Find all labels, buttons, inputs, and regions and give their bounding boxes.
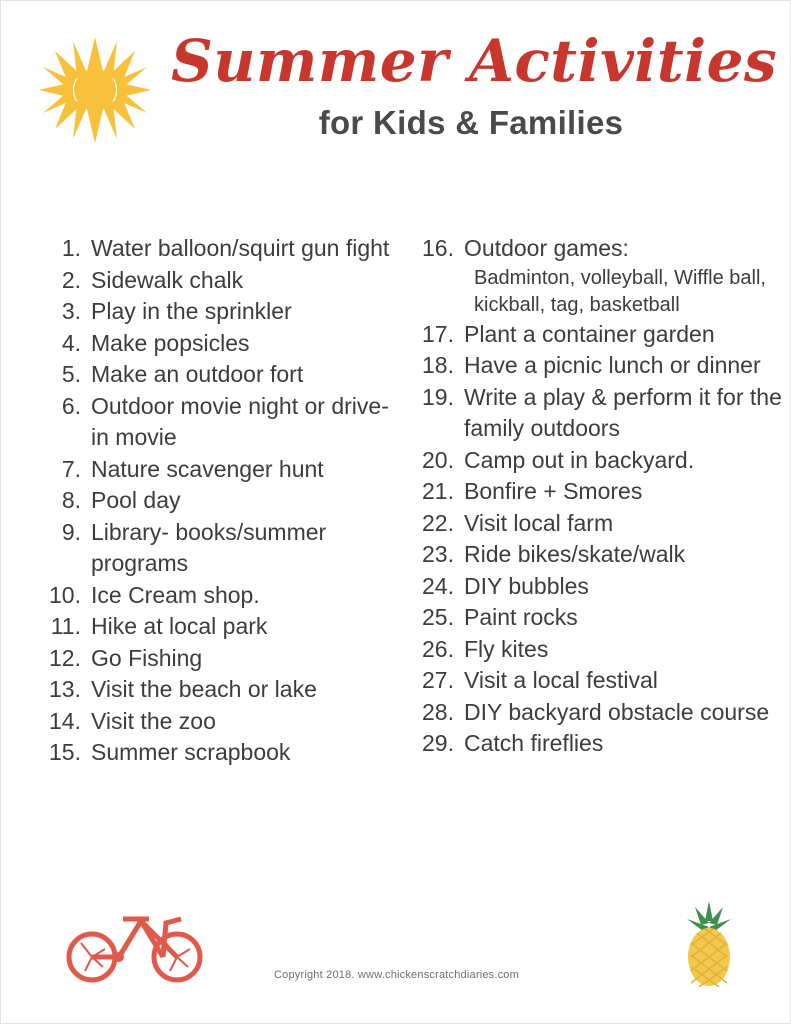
- list-item-text: Play in the sprinkler: [91, 298, 292, 324]
- list-item: [412, 382, 791, 445]
- list-item: [39, 485, 396, 517]
- list-item: [412, 665, 791, 697]
- page-header: [1, 19, 791, 189]
- list-item-number: 2.: [61, 266, 81, 293]
- list-item-text: Make popsicles: [91, 329, 250, 356]
- list-item-text: Hike at local park: [91, 613, 268, 639]
- sun-icon: [25, 35, 165, 145]
- activity-list-left: [39, 233, 396, 769]
- list-item: [412, 233, 791, 319]
- list-item: [39, 265, 396, 297]
- list-item: [39, 296, 396, 328]
- activity-list-right: [412, 233, 791, 760]
- list-item-text: Write a play & perform it for the family outdoors: [464, 383, 782, 441]
- list-item-text: Visit the beach or lake: [91, 676, 317, 702]
- list-item-text: Plant a container garden: [464, 320, 715, 347]
- list-item: [412, 350, 791, 382]
- list-item-text: Fly kites: [464, 635, 549, 662]
- list-item-number: 3.: [61, 298, 81, 324]
- list-item-number: 26.: [422, 635, 454, 662]
- list-item: [412, 697, 791, 729]
- list-item-number: 17.: [422, 320, 454, 347]
- activities-column-left: [1, 233, 396, 769]
- list-item-text: Paint rocks: [464, 604, 578, 630]
- list-item-number: 18.: [422, 352, 454, 378]
- list-item: [412, 539, 791, 571]
- activities-column-right: [396, 233, 791, 769]
- list-item-number: 23.: [422, 541, 454, 567]
- list-item-number: 13.: [49, 676, 81, 702]
- list-item: [39, 674, 396, 706]
- list-item-number: 12.: [49, 644, 81, 671]
- list-item-text: Ice Cream shop.: [91, 581, 260, 608]
- list-item: [39, 706, 396, 738]
- list-item: [412, 445, 791, 477]
- list-item-number: 24.: [422, 572, 454, 599]
- list-item-text: Outdoor movie night or drive-in movie: [91, 392, 389, 450]
- list-item-text: Visit the zoo: [91, 707, 216, 734]
- list-item: [412, 571, 791, 603]
- list-item: [412, 476, 791, 508]
- list-item-text: Make an outdoor fort: [91, 361, 304, 387]
- list-item-text: Have a picnic lunch or dinner: [464, 352, 761, 378]
- list-item-number: 21.: [422, 478, 454, 504]
- list-item-text: Visit local farm: [464, 509, 614, 536]
- list-item-text: Bonfire + Smores: [464, 478, 643, 504]
- list-item: [39, 643, 396, 675]
- list-item: [39, 737, 396, 769]
- page-title: Summer Activities: [171, 27, 778, 95]
- list-item-text: Go Fishing: [91, 644, 203, 671]
- list-item-number: 9.: [61, 518, 81, 545]
- list-item: [39, 454, 396, 486]
- list-item-text-wrapper: [464, 233, 791, 319]
- list-item-number: 28.: [422, 698, 454, 725]
- list-item-number: 27.: [422, 667, 454, 693]
- list-item-text: Water balloon/squirt gun fight: [91, 235, 390, 261]
- list-item-text: Catch fireflies: [464, 730, 604, 756]
- list-item-text: Pool day: [91, 487, 181, 513]
- list-item: [39, 517, 396, 580]
- list-item-number: 19.: [422, 383, 454, 410]
- list-item-text: DIY bubbles: [464, 572, 589, 599]
- list-item-number: 11.: [50, 613, 81, 639]
- list-item-number: 10.: [49, 581, 81, 608]
- list-item-text: Sidewalk chalk: [91, 266, 244, 293]
- list-item: [39, 580, 396, 612]
- list-item-text: Summer scrapbook: [91, 739, 291, 765]
- list-item-number: 6.: [61, 392, 81, 419]
- list-item-text: Library- books/summer programs: [91, 518, 327, 576]
- list-item-text: Camp out in backyard.: [464, 446, 695, 473]
- title-block: [171, 27, 778, 142]
- list-item: [412, 319, 791, 351]
- list-item: [412, 602, 791, 634]
- activities-columns: [1, 233, 791, 769]
- list-item-number: 4.: [61, 329, 81, 356]
- list-item: [39, 611, 396, 643]
- list-item: [412, 634, 791, 666]
- list-item-number: 8.: [61, 487, 81, 513]
- list-item-number: 16.: [422, 235, 454, 261]
- list-item-number: 5.: [61, 361, 81, 387]
- list-item-number: 29.: [422, 730, 454, 756]
- list-item: [39, 391, 396, 454]
- list-item: [412, 508, 791, 540]
- list-item-text: Ride bikes/skate/walk: [464, 541, 686, 567]
- list-item-number: 22.: [422, 509, 454, 536]
- list-item: [39, 328, 396, 360]
- list-item: [412, 728, 791, 760]
- list-item: [39, 359, 396, 391]
- list-item-number: 14.: [49, 707, 81, 734]
- list-item-number: 15.: [49, 739, 81, 765]
- page-subtitle: for Kids & Families: [318, 103, 624, 141]
- footer-credit: Copyright 2018. www.chickenscratchdiaries.com: [274, 969, 519, 981]
- list-item-text: DIY backyard obstacle course: [464, 698, 770, 725]
- list-item-number: 1.: [61, 235, 81, 261]
- list-item-note: Badminton, volleyball, Wiffle ball, kickball, tag, basketball: [474, 266, 766, 316]
- list-item: [39, 233, 396, 265]
- list-item-number: 25.: [422, 604, 454, 630]
- list-item-number: 7.: [61, 455, 81, 482]
- list-item-text: Nature scavenger hunt: [91, 455, 324, 482]
- list-item-number: 20.: [422, 446, 454, 473]
- list-item-text: Visit a local festival: [464, 667, 658, 693]
- list-item-text: Outdoor games:: [464, 235, 629, 261]
